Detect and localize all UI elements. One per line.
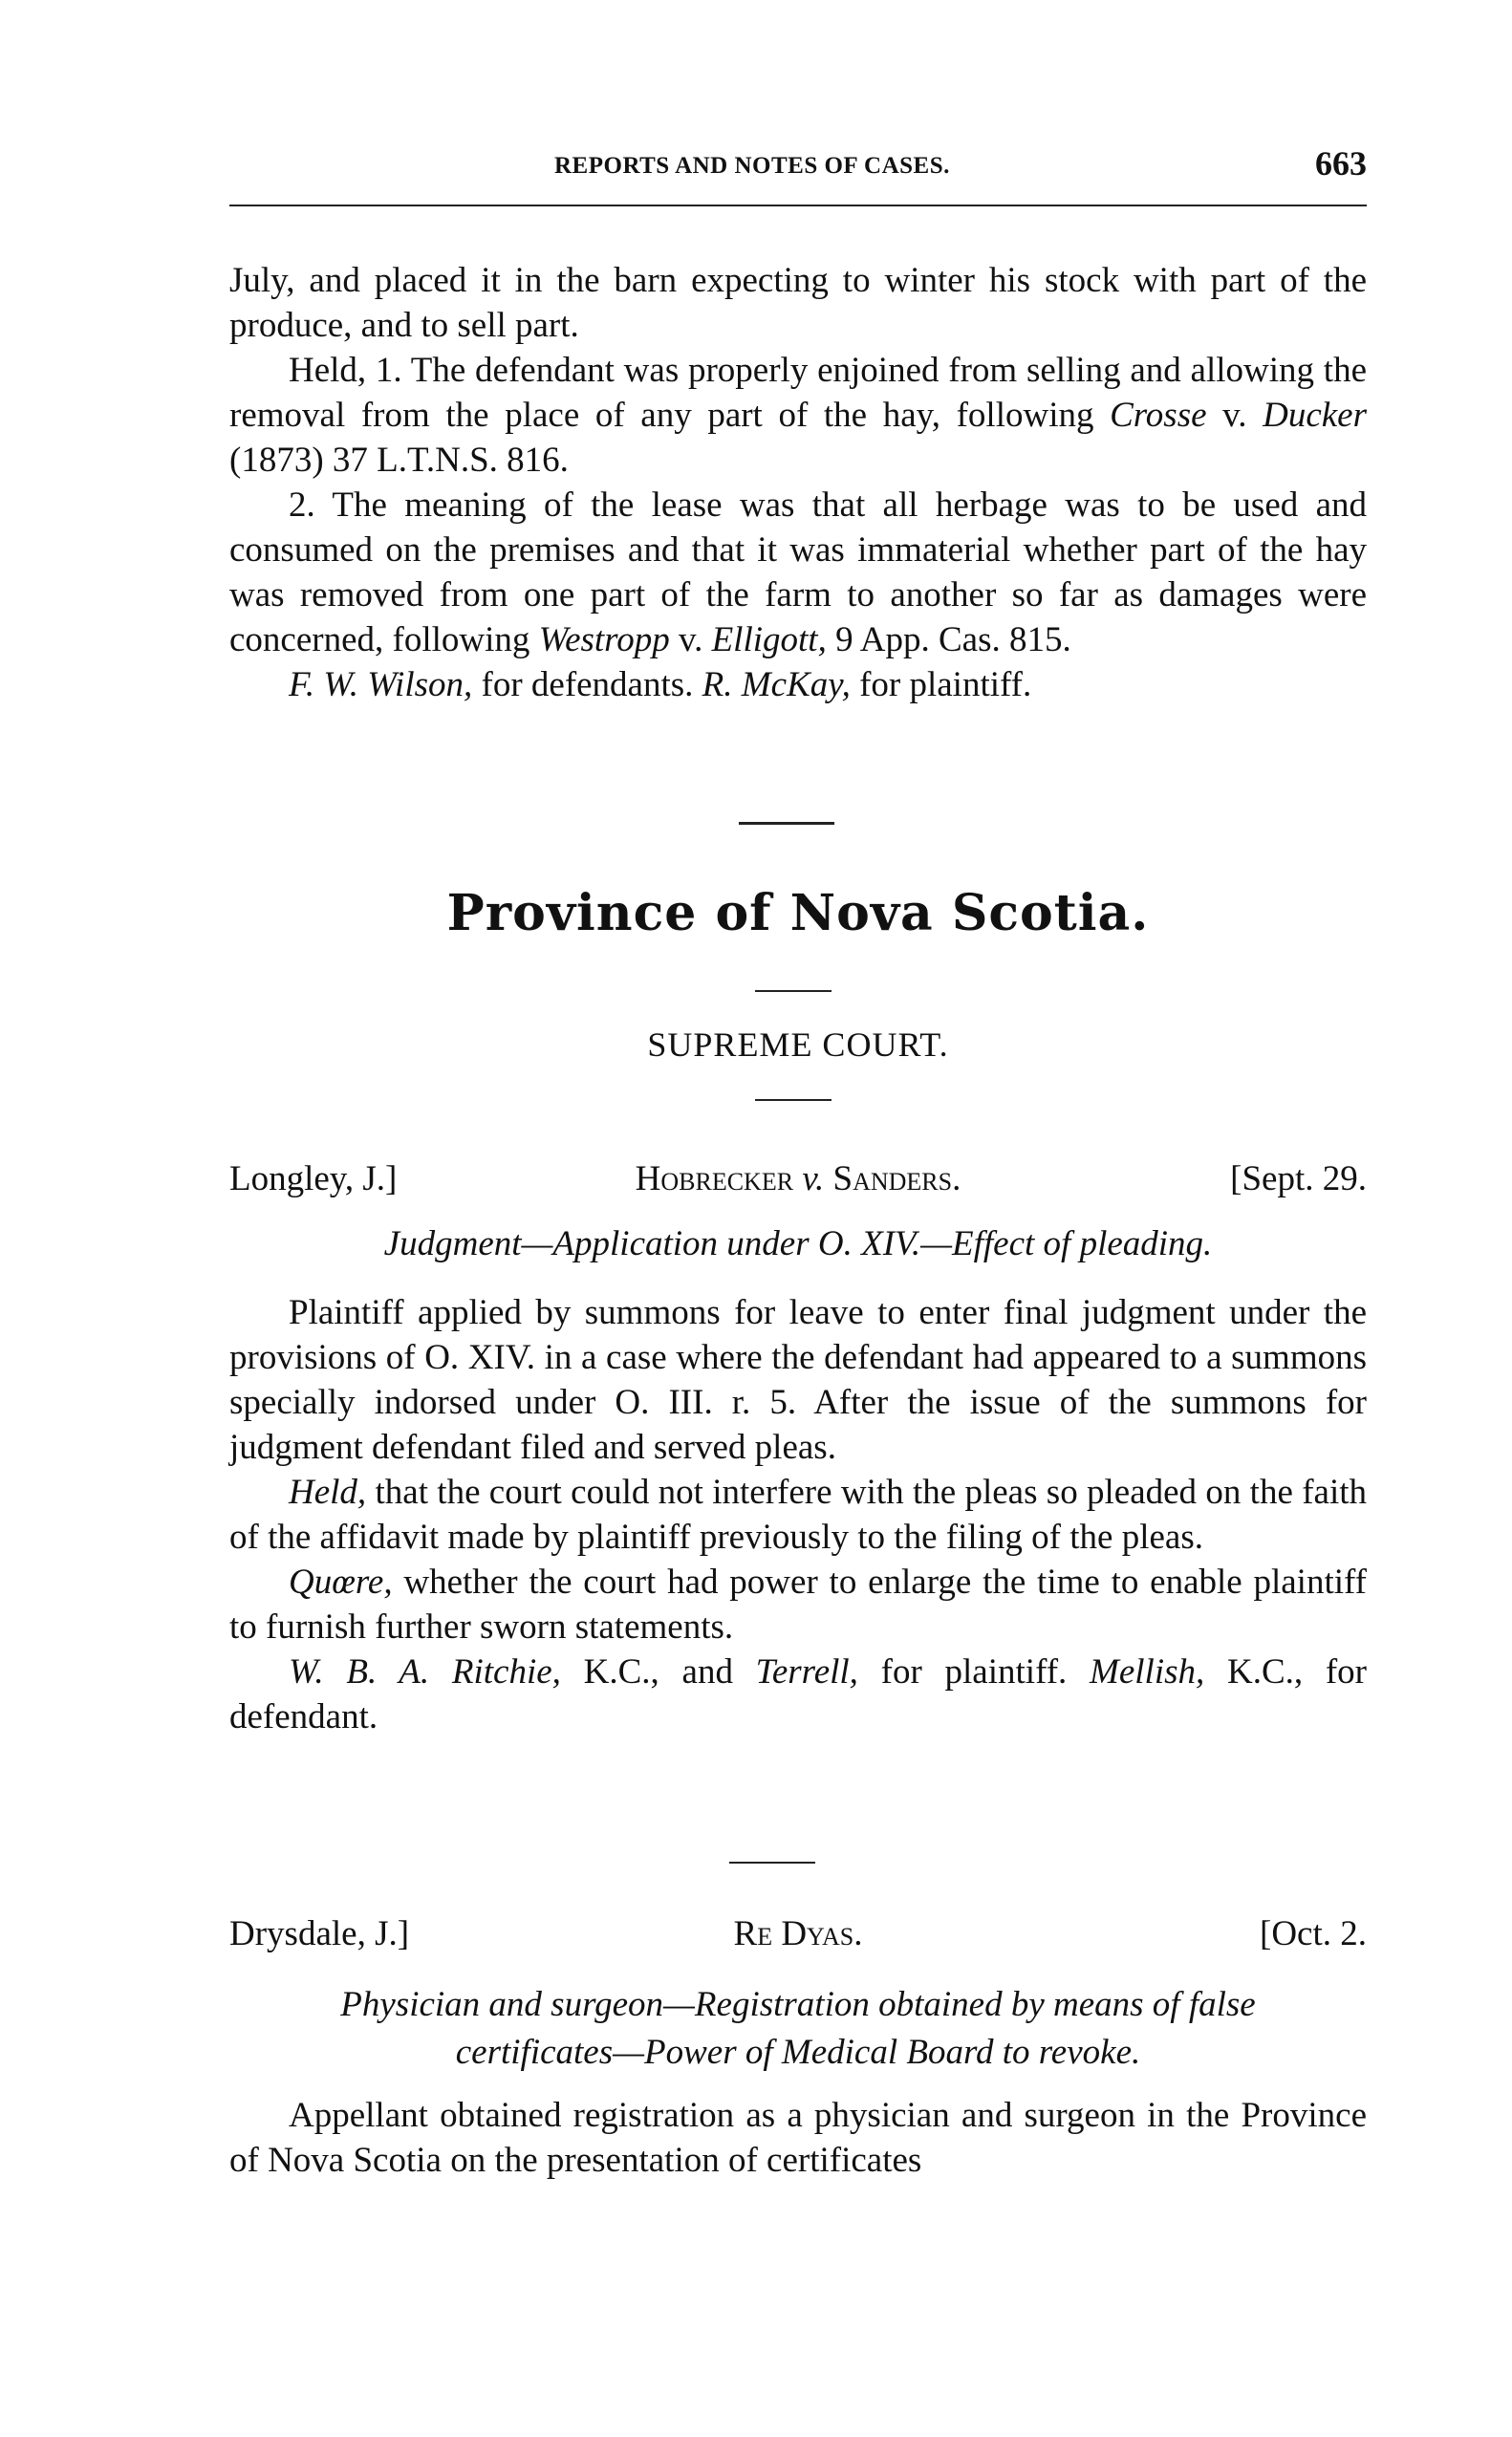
quaere-paragraph: Quœre, whether the court had power to enlarge the time to enable plaintiff to furnish further sworn statements.	[229, 1563, 1367, 1647]
province-rule	[755, 990, 832, 992]
held-2-paragraph: 2. The meaning of the lease was that all herbage was to be used and consumed on the premises and that it was immaterial whether part of the hay was removed from one part of the farm to another so far as damages were concerned, following Westropp v. Elligott, 9 App. Cas. 815.	[229, 485, 1367, 659]
province-title: Province of Nova Scotia.	[446, 884, 1150, 942]
case-divider	[729, 1862, 815, 1864]
case-name: Hobrecker v. Sanders.	[635, 1159, 961, 1198]
held-1-paragraph: Held, 1. The defendant was properly enjoined from selling and allowing the removal from the place of any part of the hay, following Crosse v. Ducker (1873) 37 L.T.N.S. 816.	[229, 351, 1367, 480]
running-title: REPORTS AND NOTES OF CASES.	[554, 153, 950, 179]
case-date: [Sept. 29.	[1230, 1159, 1367, 1198]
header-rule	[229, 205, 1367, 206]
case-header-hobrecker	[229, 1158, 1367, 1206]
case-headnote: Judgment—Application under O. XIV.—Effect of pleading.	[383, 1224, 1213, 1263]
case-headnote: Physician and surgeon—Registration obtained by means of false certificates—Power of Medical Board to revoke.	[340, 1985, 1256, 2072]
section-divider	[739, 822, 834, 825]
court-title: SUPREME COURT.	[647, 1025, 949, 1064]
facts-paragraph: Plaintiff applied by summons for leave to enter final judgment under the provisions of O. XIV. in a case where the defendant had appeared to a summons specially indorsed under O. III. r. 5. After the issue of the summons for judgment defendant filed and served pleas.	[229, 1293, 1367, 1467]
counsel-paragraph: W. B. A. Ritchie, K.C., and Terrell, for plaintiff. Mellish, K.C., for defendant.	[229, 1652, 1367, 1736]
case-body-hobrecker	[229, 1290, 1367, 1739]
case-name: Re Dyas.	[733, 1914, 863, 1953]
held-paragraph: Held, that the court could not interfere with the pleas so pleaded on the faith of the affidavit made by plaintiff previously to the filing of the pleas.	[229, 1473, 1367, 1557]
case-judge: Longley, J.]	[229, 1159, 398, 1198]
case-date: [Oct. 2.	[1260, 1914, 1367, 1953]
page-number: 663	[1315, 144, 1367, 183]
court-rule	[755, 1099, 832, 1101]
continuation-paragraph: July, and placed it in the barn expecting to winter his stock with part of the produce, and to sell part.	[229, 261, 1367, 345]
case-judge: Drysdale, J.]	[229, 1914, 410, 1953]
running-head	[229, 143, 1367, 191]
facts-paragraph: Appellant obtained registration as a physician and surgeon in the Province of Nova Scotia on the presentation of certificates	[229, 2096, 1367, 2180]
previous-case-continuation	[229, 258, 1367, 707]
counsel-paragraph: F. W. Wilson, for defendants. R. McKay, for plaintiff.	[289, 665, 1032, 704]
case-body-re-dyas	[229, 2093, 1367, 2183]
case-header-re-dyas	[229, 1913, 1367, 1961]
